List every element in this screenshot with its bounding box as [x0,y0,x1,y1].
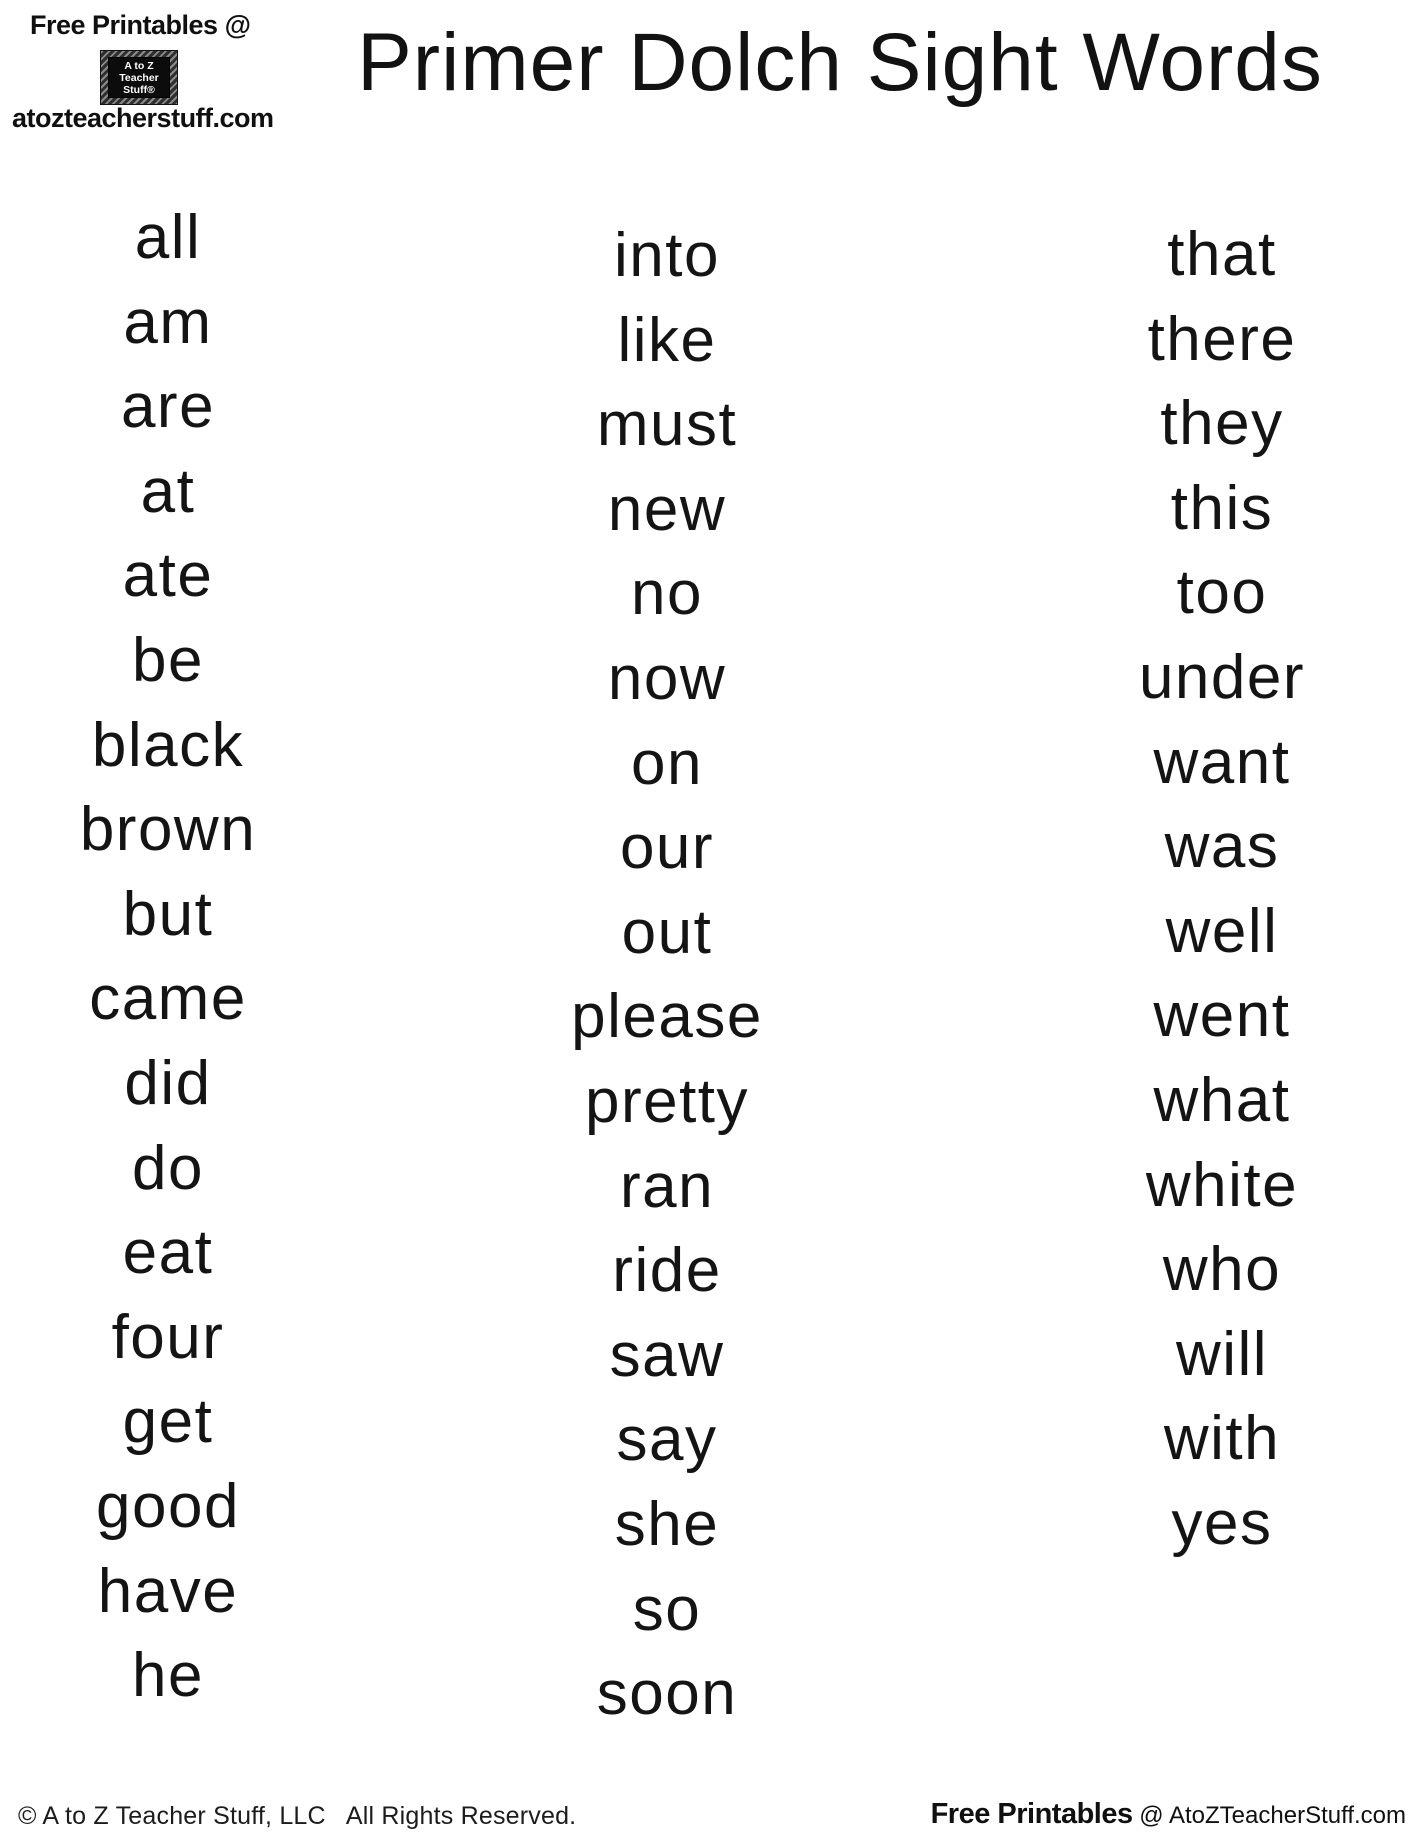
sight-word: too [1176,558,1268,628]
sight-word: are [120,372,216,442]
sight-word: they [1160,389,1284,459]
logo-text-line: Teacher [119,72,159,84]
sight-word: do [132,1133,204,1203]
sight-word: ride [612,1236,722,1306]
sight-word: what [1153,1065,1291,1135]
sight-word: no [631,559,703,629]
footer-branding [931,1798,1406,1831]
sight-word: she [614,1489,720,1559]
sight-word: black [91,710,245,780]
sight-word: have [97,1556,239,1626]
sight-word: eat [122,1218,214,1288]
sight-word: out [621,897,713,967]
sight-words-column-2 [487,214,847,1737]
sight-word: like [617,305,717,375]
sight-word: under [1138,642,1306,712]
sight-word: want [1153,727,1291,797]
sight-word: who [1162,1235,1282,1305]
sight-word: was [1164,812,1280,882]
sight-word: be [132,625,204,695]
sight-word: at [140,456,196,526]
footer-site-url: @ AtoZTeacherStuff.com [1132,1802,1406,1829]
sight-word: yes [1171,1488,1273,1558]
atozteacherstuff-url: atozteacherstuff.com [12,103,274,133]
sight-word: pretty [584,1066,750,1136]
sight-word: on [631,728,703,798]
sight-word: four [111,1302,225,1372]
sight-word: get [122,1387,214,1457]
sight-word: will [1175,1319,1269,1389]
sight-word: new [607,474,727,544]
sight-word: did [124,1048,212,1118]
sight-word: that [1167,220,1277,289]
footer-free-printables: Free Printables [930,1798,1133,1830]
sight-word: say [616,1405,718,1475]
sight-word: white [1145,1150,1299,1220]
sight-word: good [96,1471,240,1541]
sight-word: he [132,1641,204,1711]
sight-word: ran [619,1151,715,1221]
sight-word: with [1163,1404,1281,1474]
sight-word: this [1170,473,1274,543]
sight-word: came [89,964,247,1034]
sight-word: into [614,221,720,290]
sight-word: am [123,287,213,357]
sight-word: please [571,982,763,1052]
sight-word: brown [79,795,257,865]
sight-word: ate [122,541,214,611]
logo-text-line: A to Z [124,60,154,72]
free-printables-header: Free Printables @ [30,10,251,40]
atoz-logo-board [108,57,170,98]
sight-word: so [632,1574,702,1644]
copyright-notice: © A to Z Teacher Stuff, LLC All Rights Reserved. [18,1802,577,1830]
sight-words-column-1 [0,196,348,1719]
sight-word: soon [596,1659,738,1729]
sight-word: all [134,203,202,272]
sight-word: saw [609,1320,725,1390]
atoz-teacher-stuff-logo [100,50,178,105]
sight-word: must [596,390,738,460]
page-title: Primer Dolch Sight Words [357,17,1323,108]
sight-word: our [619,813,715,883]
sight-word: went [1153,981,1291,1051]
sight-word: now [607,643,727,713]
sight-word: there [1147,304,1297,374]
sight-word: but [122,879,214,949]
logo-text-line: Stuff® [123,84,155,96]
sight-word: well [1165,896,1279,966]
sight-words-column-3 [1042,213,1402,1567]
